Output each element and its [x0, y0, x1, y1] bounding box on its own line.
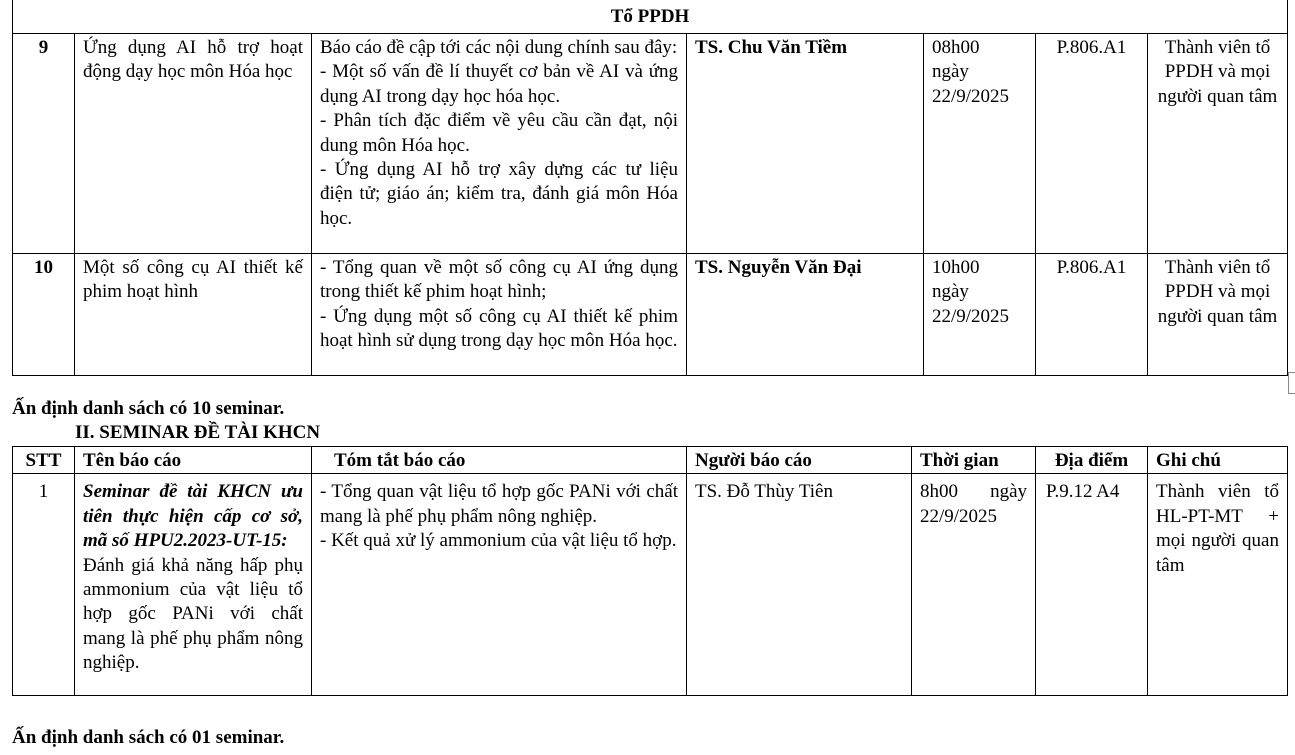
row-location: P.9.12 A4 [1036, 474, 1148, 696]
row-time [924, 34, 1036, 254]
summary-point: - Phân tích đặc điểm về yêu cầu cần đạt, nội dung môn Hóa học. [320, 110, 678, 156]
row-title: Một số công cụ AI thiết kế phim hoạt hình [75, 254, 312, 376]
summary-point: - Một số vấn đề lí thuyết cơ bản về AI và ứng dụng AI trong dạy học hóa học. [320, 61, 678, 107]
time-word: ngày [932, 61, 969, 83]
summary-intro: Báo cáo đề cập tới các nội dung chính sau đây: [320, 37, 678, 58]
col-header-location: Địa điểm [1036, 447, 1148, 474]
summary-line-1: Ấn định danh sách có 10 seminar. [12, 398, 285, 419]
row-stt: 10 [13, 254, 75, 376]
row-summary [312, 474, 687, 696]
time-date: 22/9/2025 [932, 305, 1010, 327]
time-word: ngày [932, 281, 969, 303]
row-summary [312, 34, 687, 254]
row-location: P.806.A1 [1036, 34, 1148, 254]
col-header-time: Thời gian [912, 447, 1036, 474]
header-row [13, 447, 1288, 474]
row-note: Thành viên tổ HL-PT-MT + mọi người quan tâm [1148, 474, 1288, 696]
row-title: Ứng dụng AI hỗ trợ hoạt động dạy học môn Hóa học [75, 34, 312, 254]
col-header-stt: STT [13, 447, 75, 474]
row-location: P.806.A1 [1036, 254, 1148, 376]
time-hour: 10h00 [932, 257, 980, 278]
group-header-row [13, 0, 1288, 34]
table-row [13, 34, 1288, 254]
row-note: Thành viên tổ PPDH và mọi người quan tâm [1148, 34, 1288, 254]
row-stt: 9 [13, 34, 75, 254]
col-header-note: Ghi chú [1148, 447, 1288, 474]
summary-point: - Kết quả xử lý ammonium của vật liệu tổ hợp. [320, 530, 677, 552]
summary-point: - Ứng dụng AI hỗ trợ xây dựng các tư liệu điện tử; giáo án; kiểm tra, đánh giá môn Hóa học. [320, 159, 678, 229]
table-row [13, 474, 1288, 696]
title-emphasis: Seminar đề tài KHCN ưu tiên thực hiện cấp cơ sở, mã số HPU2.2023-UT-15: [83, 481, 303, 552]
summary-line-2: Ấn định danh sách có 01 seminar. [12, 727, 285, 748]
row-note: Thành viên tổ PPDH và mọi người quan tâm [1148, 254, 1288, 376]
row-time [924, 254, 1036, 376]
summary-point: - Tổng quan vật liệu tổ hợp gốc PANi với chất mang là phế phụ phẩm nông nghiệp. [320, 481, 678, 527]
seminar-table-khcn [12, 446, 1288, 696]
col-header-title: Tên báo cáo [75, 447, 312, 474]
seminar-table-ppdh [12, 0, 1288, 376]
time-hour: 08h00 [932, 37, 980, 58]
row-presenter: TS. Đỗ Thùy Tiên [687, 474, 912, 696]
row-stt: 1 [13, 474, 75, 696]
row-presenter: TS. Chu Văn Tiềm [687, 34, 924, 254]
group-label: Tổ PPDH [13, 0, 1288, 34]
col-header-presenter: Người báo cáo [687, 447, 912, 474]
title-rest: Đánh giá khả năng hấp phụ ammonium của vật liệu tổ hợp gốc PANi với chất mang là phế phụ phẩm nông nghiệp. [83, 554, 303, 674]
row-summary [312, 254, 687, 376]
time-date: 22/9/2025 [932, 85, 1010, 107]
summary-point: - Ứng dụng một số công cụ AI thiết kế phim hoạt hình sử dụng trong dạy học môn Hóa học. [320, 305, 678, 352]
row-presenter: TS. Nguyễn Văn Đại [687, 254, 924, 376]
section-2-title: II. SEMINAR ĐỀ TÀI KHCN [75, 422, 321, 443]
summary-point: - Tổng quan về một số công cụ AI ứng dụng trong thiết kế phim hoạt hình; [320, 257, 678, 303]
col-header-summary: Tóm tắt báo cáo [312, 447, 687, 474]
row-time: 8h00 ngày 22/9/2025 [912, 474, 1036, 696]
row-title [75, 474, 312, 696]
table-row [13, 254, 1288, 376]
table-resize-marker [1288, 372, 1295, 394]
